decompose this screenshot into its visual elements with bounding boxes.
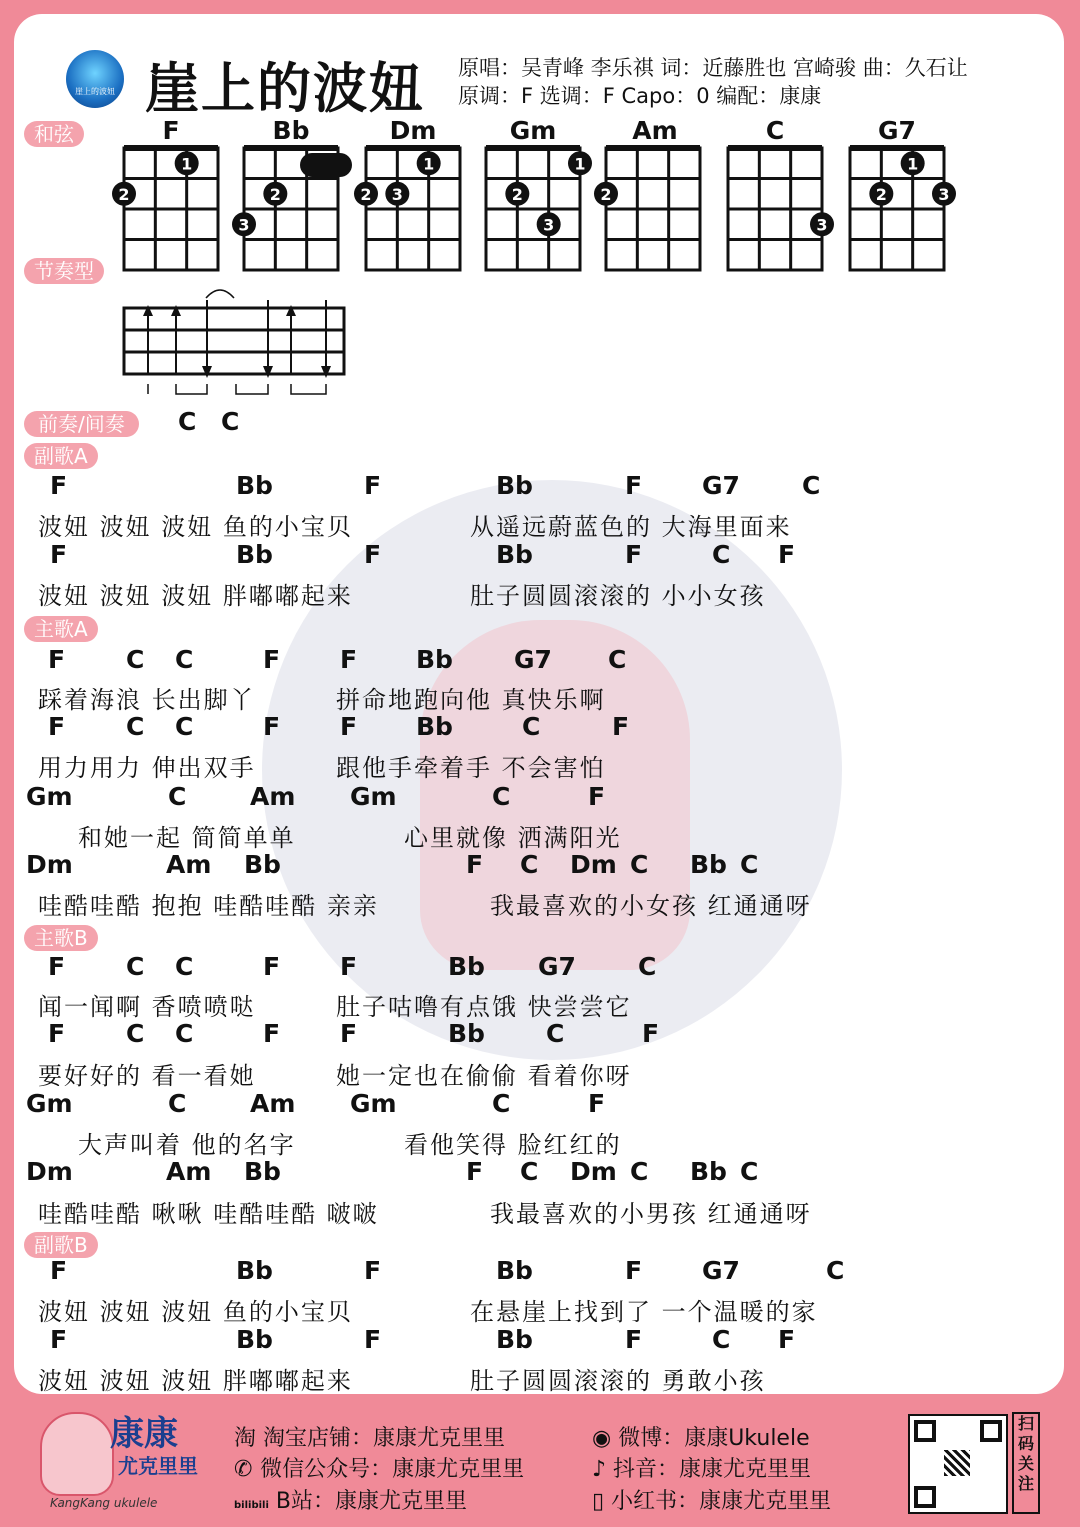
- song-credits: 原唱：吴青峰 李乐祺 词：近藤胜也 宫崎骏 曲：久石让: [458, 56, 968, 80]
- tag-chords: 和弦: [24, 121, 84, 147]
- chord-label: Bb: [236, 1325, 273, 1354]
- chord-label: C: [522, 712, 541, 741]
- chord-label: F: [48, 712, 66, 741]
- chord-label: F: [778, 1325, 796, 1354]
- brand-name: 康康: [110, 1414, 178, 1454]
- brand-subname: 尤克里里: [118, 1454, 198, 1478]
- chord-name-gm: Gm: [509, 116, 557, 145]
- lyric-line: 我最喜欢的小男孩 红通通呀: [490, 1200, 812, 1228]
- finger-number: 3: [938, 184, 950, 204]
- chord-label: Bb: [690, 850, 727, 879]
- chord-label: C: [126, 952, 145, 981]
- chord-label: F: [340, 952, 358, 981]
- chord-label: Bb: [690, 1157, 727, 1186]
- chord-label: Am: [166, 850, 212, 879]
- chord-label: G7: [702, 1256, 740, 1285]
- tag-rhythm: 节奏型: [24, 258, 104, 284]
- finger-number: 2: [600, 184, 612, 204]
- chord-label: Gm: [350, 1089, 397, 1118]
- chord-label: C: [826, 1256, 845, 1285]
- chord-label: F: [364, 1256, 382, 1285]
- chord-label: F: [48, 645, 66, 674]
- xiaohongshu-item: [592, 1484, 831, 1515]
- chord-label: F: [50, 471, 68, 500]
- chord-label: Bb: [236, 540, 273, 569]
- chord-label: C: [175, 645, 194, 674]
- lyric-line: 用力用力 伸出双手: [38, 754, 256, 782]
- chord-label: Dm: [570, 850, 617, 879]
- chord-label: Bb: [496, 471, 533, 500]
- chord-label: F: [263, 952, 281, 981]
- chord-label: C: [740, 850, 759, 879]
- finger-number: 3: [543, 215, 555, 235]
- chord-name-am: Am: [632, 116, 678, 145]
- weibo-item: [592, 1421, 810, 1452]
- chord-label: C: [126, 645, 145, 674]
- chord-label: Bb: [236, 1256, 273, 1285]
- chord-label: Gm: [26, 782, 73, 811]
- chord-label: Bb: [448, 1019, 485, 1048]
- chord-label: C: [492, 782, 511, 811]
- chord-label: C: [712, 1325, 731, 1354]
- chord-label: F: [625, 1256, 643, 1285]
- lyric-line: 她一定也在偷偷 看着你呀: [336, 1062, 632, 1090]
- rhythm-pattern: [124, 290, 344, 394]
- chord-label: F: [778, 540, 796, 569]
- lyric-line: 肚子圆圆滚滚的 勇敢小孩: [470, 1367, 766, 1395]
- chord-label: Bb: [416, 645, 453, 674]
- brand-logo: [40, 1402, 200, 1514]
- chord-label: Bb: [448, 952, 485, 981]
- finger-number: 1: [907, 154, 919, 174]
- chord-name-f: F: [162, 116, 180, 145]
- tag-verse-a: 主歌A: [24, 616, 98, 642]
- chord-label: C: [520, 1157, 539, 1186]
- scan-follow-label: 扫码关注: [1012, 1412, 1040, 1514]
- chord-label: C: [175, 712, 194, 741]
- chord-label: Bb: [416, 712, 453, 741]
- taobao-item: [234, 1421, 505, 1452]
- finger-number: 1: [423, 154, 435, 174]
- chord-label: Dm: [26, 850, 73, 879]
- chord-label: Dm: [26, 1157, 73, 1186]
- chord-label: F: [612, 712, 630, 741]
- chord-label: C: [520, 850, 539, 879]
- lyric-line: 大声叫着 他的名字: [78, 1131, 296, 1159]
- chord-label: C: [630, 850, 649, 879]
- chord-label: F: [50, 1325, 68, 1354]
- chord-label: C: [175, 1019, 194, 1048]
- chord-name-g7: G7: [878, 116, 916, 145]
- chord-label: F: [625, 1325, 643, 1354]
- chord-label: F: [625, 471, 643, 500]
- chord-label: F: [48, 1019, 66, 1048]
- chord-label: F: [364, 471, 382, 500]
- douyin-item: [592, 1452, 811, 1483]
- finger-number: 2: [511, 184, 523, 204]
- xiaohongshu-icon: ▯: [592, 1489, 612, 1514]
- chord-label: Am: [250, 1089, 296, 1118]
- chord-label: C: [126, 1019, 145, 1048]
- weibo-icon: ◉: [592, 1426, 619, 1451]
- chord-label: Bb: [244, 850, 281, 879]
- chord-label: F: [588, 1089, 606, 1118]
- intro-chord-1: C: [178, 407, 197, 436]
- tag-intro: 前奏/间奏: [24, 411, 139, 437]
- chord-label: F: [642, 1019, 660, 1048]
- chord-name-dm: Dm: [389, 116, 437, 145]
- chord-label: Bb: [496, 540, 533, 569]
- chord-label: F: [625, 540, 643, 569]
- chord-label: G7: [538, 952, 576, 981]
- chord-label: Gm: [26, 1089, 73, 1118]
- lyric-line: 和她一起 简简单单: [78, 824, 296, 852]
- chord-label: C: [168, 782, 187, 811]
- bilibili-item: [234, 1484, 467, 1515]
- chord-label: C: [126, 712, 145, 741]
- chord-label: F: [340, 1019, 358, 1048]
- chord-label: Dm: [570, 1157, 617, 1186]
- chord-label: C: [608, 645, 627, 674]
- tag-chorus-a: 副歌A: [24, 443, 98, 469]
- chord-name-bb: Bb: [272, 116, 310, 145]
- chord-label: Am: [250, 782, 296, 811]
- douyin-text: 抖音：康康尤克里里: [613, 1457, 812, 1482]
- finger-number: 1: [181, 154, 193, 174]
- lyric-line: 波妞 波妞 波妞 胖嘟嘟起来: [38, 582, 353, 610]
- lyric-line: 看他笑得 脸红红的: [404, 1131, 622, 1159]
- chord-label: C: [175, 952, 194, 981]
- lyric-line: 拼命地跑向他 真快乐啊: [336, 686, 606, 714]
- chord-label: Bb: [244, 1157, 281, 1186]
- qr-code[interactable]: [908, 1414, 1008, 1514]
- chord-label: C: [712, 540, 731, 569]
- tag-verse-b: 主歌B: [24, 925, 98, 951]
- intro-chord-2: C: [221, 407, 240, 436]
- tag-chorus-b: 副歌B: [24, 1232, 98, 1258]
- finger-number: 3: [391, 184, 403, 204]
- chord-label: F: [263, 1019, 281, 1048]
- chord-label: Bb: [236, 471, 273, 500]
- finger-number: 3: [816, 215, 828, 235]
- chord-diagrams: [0, 0, 1080, 400]
- chord-name-c: C: [765, 116, 785, 145]
- chord-label: F: [466, 1157, 484, 1186]
- bilibili-icon: bilibili: [234, 1500, 269, 1511]
- chord-label: Gm: [350, 782, 397, 811]
- chord-label: F: [50, 1256, 68, 1285]
- wechat-text: 微信公众号：康康尤克里里: [260, 1457, 525, 1482]
- lyric-line: 哇酷哇酷 抱抱 哇酷哇酷 亲亲: [38, 892, 379, 920]
- lyric-line: 踩着海浪 长出脚丫: [38, 686, 256, 714]
- taobao-text: 淘宝店铺：康康尤克里里: [263, 1426, 506, 1451]
- chord-label: G7: [702, 471, 740, 500]
- lyric-line: 肚子圆圆滚滚的 小小女孩: [470, 582, 766, 610]
- lyric-line: 要好好的 看一看她: [38, 1062, 256, 1090]
- song-key-info: 原调：F 选调：F Capo：0 编配：康康: [458, 84, 822, 108]
- chord-label: G7: [514, 645, 552, 674]
- finger-number: 3: [238, 215, 250, 235]
- brand-mascot: [40, 1412, 114, 1496]
- lyric-line: 在悬崖上找到了 一个温暖的家: [470, 1298, 818, 1326]
- chord-label: Bb: [496, 1256, 533, 1285]
- lyric-line: 肚子咕噜有点饿 快尝尝它: [336, 993, 632, 1021]
- lyric-line: 波妞 波妞 波妞 鱼的小宝贝: [38, 513, 353, 541]
- logo-text: 崖上的波妞: [75, 87, 115, 96]
- lyric-line: 波妞 波妞 波妞 胖嘟嘟起来: [38, 1367, 353, 1395]
- taobao-icon: 淘: [234, 1426, 263, 1451]
- bilibili-text: B站：康康尤克里里: [275, 1489, 467, 1514]
- chord-label: C: [168, 1089, 187, 1118]
- finger-number: 2: [269, 184, 281, 204]
- chord-label: F: [340, 645, 358, 674]
- weibo-text: 微博：康康Ukulele: [618, 1426, 810, 1451]
- chord-label: C: [740, 1157, 759, 1186]
- chord-label: F: [50, 540, 68, 569]
- finger-number: 1: [574, 154, 586, 174]
- chord-label: F: [364, 540, 382, 569]
- lyric-line: 闻一闻啊 香喷喷哒: [38, 993, 256, 1021]
- chord-label: F: [263, 712, 281, 741]
- xiaohongshu-text: 小红书：康康尤克里里: [611, 1489, 832, 1514]
- chord-label: F: [364, 1325, 382, 1354]
- lyric-line: 心里就像 洒满阳光: [404, 824, 622, 852]
- wechat-item: [234, 1452, 524, 1483]
- wechat-icon: ✆: [234, 1457, 261, 1482]
- lyric-line: 波妞 波妞 波妞 鱼的小宝贝: [38, 1298, 353, 1326]
- chord-label: Bb: [496, 1325, 533, 1354]
- barre-marker: [300, 153, 352, 177]
- chord-label: C: [638, 952, 657, 981]
- chord-label: F: [263, 645, 281, 674]
- chord-label: C: [492, 1089, 511, 1118]
- chord-label: F: [466, 850, 484, 879]
- douyin-icon: ♪: [592, 1457, 614, 1482]
- chord-label: C: [630, 1157, 649, 1186]
- lyric-line: 哇酷哇酷 啾啾 哇酷哇酷 啵啵: [38, 1200, 379, 1228]
- lyric-line: 跟他手牵着手 不会害怕: [336, 754, 606, 782]
- chord-label: F: [340, 712, 358, 741]
- chord-label: F: [588, 782, 606, 811]
- finger-number: 2: [118, 184, 130, 204]
- chord-label: C: [546, 1019, 565, 1048]
- lyric-line: 从遥远蔚蓝色的 大海里面来: [470, 513, 792, 541]
- chord-label: F: [48, 952, 66, 981]
- brand-en: KangKang ukulele: [50, 1496, 158, 1510]
- lyric-line: 我最喜欢的小女孩 红通通呀: [490, 892, 812, 920]
- finger-number: 2: [360, 184, 372, 204]
- chord-label: Am: [166, 1157, 212, 1186]
- chord-label: C: [802, 471, 821, 500]
- finger-number: 2: [875, 184, 887, 204]
- song-title: 崖上的波妞: [145, 57, 425, 120]
